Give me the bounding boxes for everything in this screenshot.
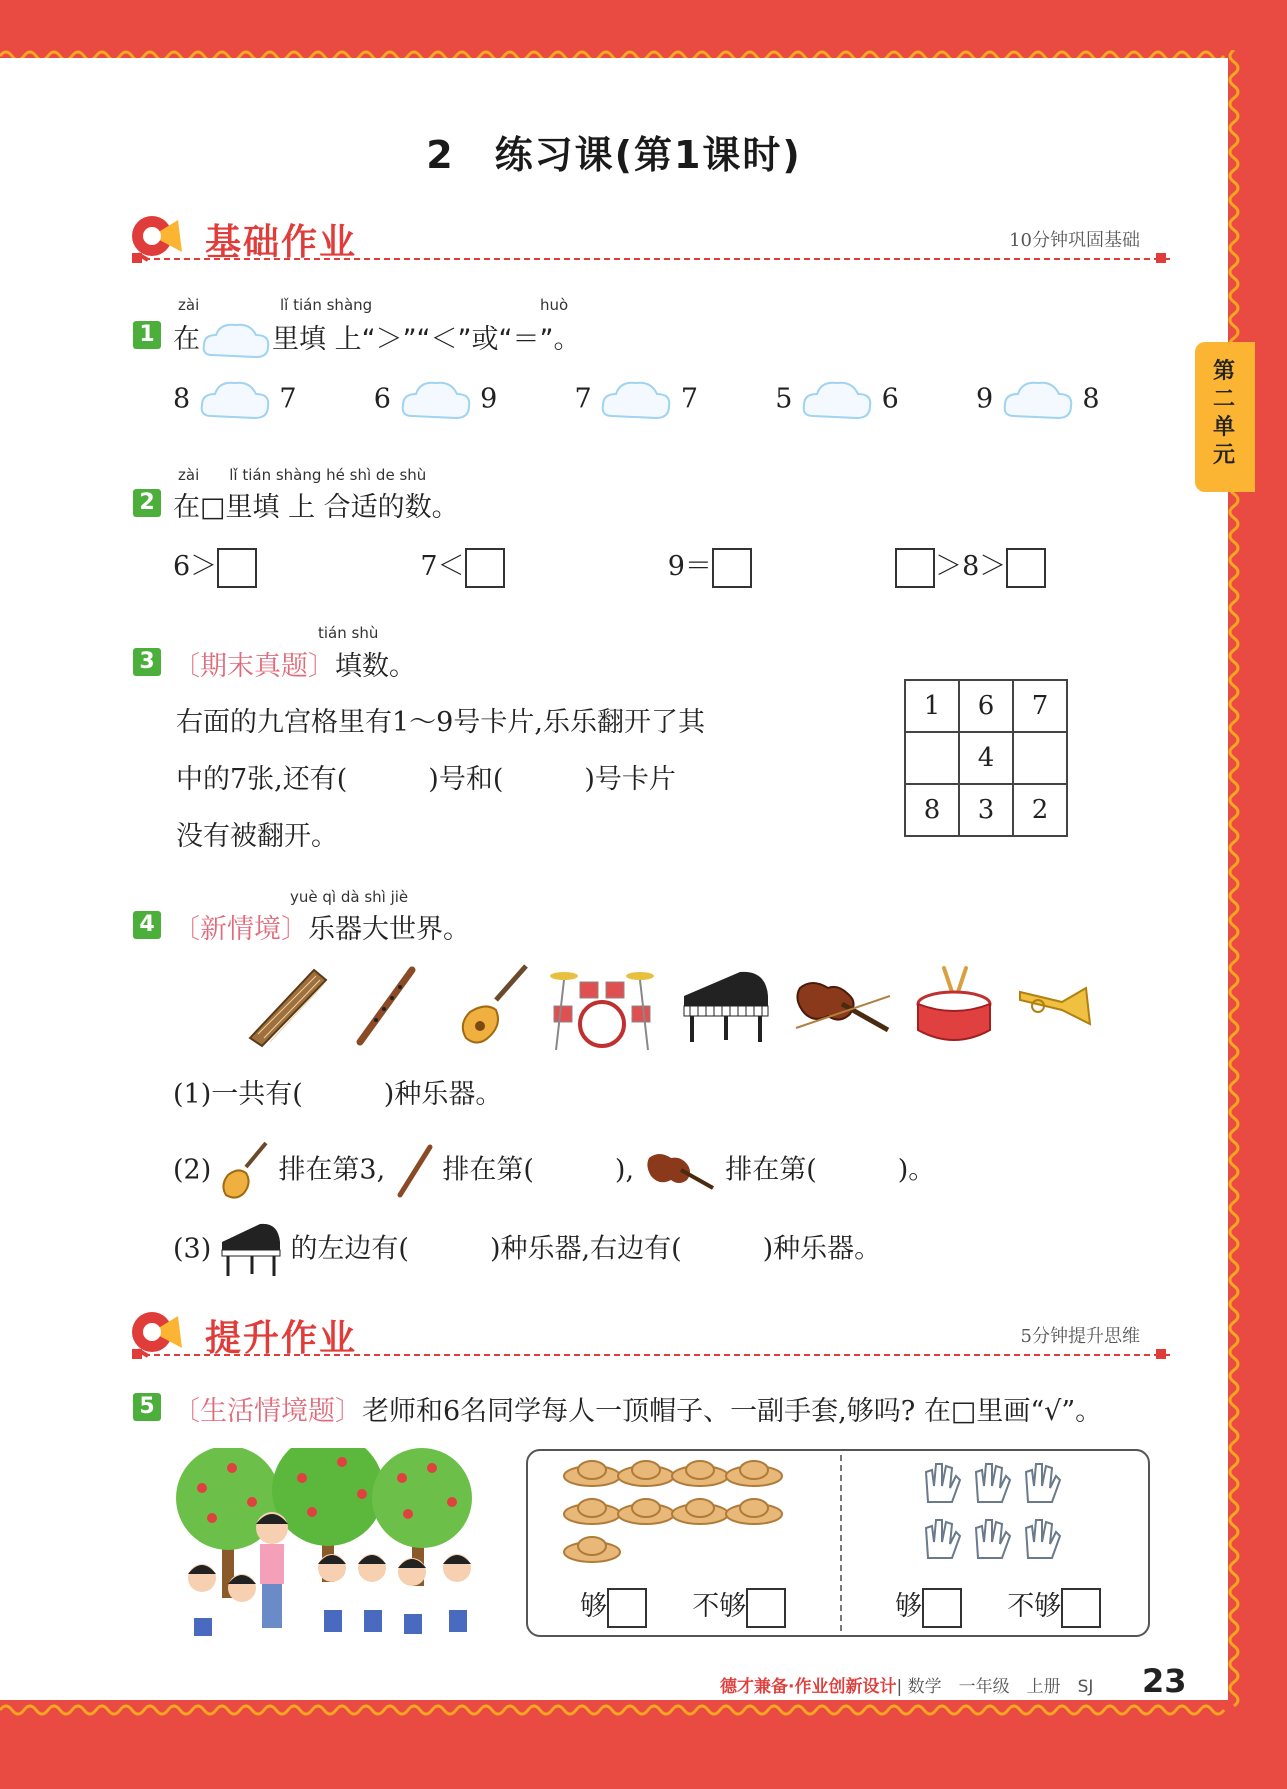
q5-tag: 〔生活情境题〕 [173, 1396, 362, 1427]
q4-tag: 〔新情境〕 [173, 914, 308, 945]
q1-pinyin-zai: zài [178, 296, 200, 314]
hats-group [562, 1458, 792, 1570]
q1-answer-cloud[interactable] [600, 378, 672, 422]
q4-title: 乐器大世界。 [308, 914, 470, 945]
flute-icon [352, 964, 422, 1048]
hat-icon [618, 1461, 674, 1486]
q4-sub-1: (1)一共有( )种乐器。 [173, 1079, 503, 1110]
q4-sub-2 [173, 1141, 935, 1201]
unit-side-tab-label: 第二单元 [1212, 359, 1235, 468]
q1-item-left: 6 [373, 383, 391, 415]
violin-icon [643, 1148, 717, 1194]
q2-answer-box[interactable] [217, 548, 257, 588]
q3-line-1: 右面的九宫格里有1～9号卡片,乐乐翻开了其 [176, 707, 705, 738]
q1-item-left: 7 [574, 383, 592, 415]
glove-icon [1026, 1464, 1060, 1502]
q2-answer-box[interactable] [1006, 548, 1046, 588]
divider-end-left [132, 1349, 142, 1359]
drum-kit-icon [550, 962, 654, 1052]
q1-item-left: 8 [173, 383, 191, 415]
q1-item-right: 8 [1082, 383, 1100, 415]
section-title-advanced: 提升作业 [205, 1318, 358, 1359]
hat-icon [564, 1537, 620, 1562]
q4-sub3-prefix: (3) [173, 1233, 212, 1265]
gloves-enough-checkbox[interactable] [922, 1588, 962, 1628]
trumpet-icon [1016, 978, 1094, 1038]
q2-instruction: 在□里填 上 合适的数。 [173, 492, 459, 523]
q1-item-right: 9 [480, 383, 498, 415]
drum-icon [914, 964, 994, 1052]
q1-item-right: 7 [680, 383, 699, 415]
grid-cell: 6 [959, 680, 1013, 732]
guzheng-icon [244, 964, 332, 1048]
piano-icon [220, 1220, 282, 1280]
q4-sub2-part-c: 排在第( ), [442, 1154, 635, 1186]
section-divider [134, 258, 1170, 260]
q1-item-right: 7 [279, 383, 297, 415]
section-note-basic: 10分钟巩固基础 [1009, 230, 1140, 251]
violin-icon [792, 974, 894, 1040]
question-number-2: 2 [133, 489, 161, 517]
cloud-blank-icon [200, 319, 272, 363]
q4-sub-3 [173, 1220, 881, 1280]
question-number-1: 1 [133, 321, 161, 349]
hat-icon [672, 1461, 728, 1486]
grid-cell: 1 [905, 680, 959, 732]
q4-heading [173, 907, 470, 946]
glove-icon [926, 1464, 960, 1502]
question-number-4: 4 [133, 911, 161, 939]
page-number: 23 [1142, 1662, 1187, 1700]
q2-item-expr: 7＜ [420, 551, 465, 582]
section-header-advanced [128, 1306, 1170, 1366]
q2-answer-box[interactable] [712, 548, 752, 588]
q1-text-a: 在 [173, 324, 200, 355]
glove-icon [976, 1464, 1010, 1502]
q2-item-expr: ＞8＞ [935, 551, 1007, 582]
grid-cell: 3 [959, 784, 1013, 836]
glove-icon [926, 1520, 960, 1558]
q3-tag: 〔期末真题〕 [173, 651, 335, 682]
bottom-wave-border [0, 1700, 1287, 1720]
grid-cell: 7 [1013, 680, 1067, 732]
hat-icon [726, 1499, 782, 1524]
section-divider [134, 1354, 1170, 1356]
q1-item-left: 5 [775, 383, 793, 415]
glove-icon [1026, 1520, 1060, 1558]
q4-sub2-part-b: 排在第3, [278, 1154, 386, 1186]
piano-icon [680, 966, 772, 1046]
grid-cell: 4 [959, 732, 1013, 784]
panel-divider [840, 1455, 842, 1631]
q2-item-expr: 9＝ [667, 551, 712, 582]
q1-answer-cloud[interactable] [199, 378, 271, 422]
hats-enough-option [580, 1584, 786, 1628]
right-wave-border [1222, 50, 1246, 1710]
q4-sub3-part-b: 的左边有( )种乐器,右边有( )种乐器。 [290, 1233, 882, 1265]
q2-items-row [173, 544, 1046, 588]
divider-end-left [132, 253, 142, 263]
not-enough-label: 不够 [1007, 1591, 1062, 1622]
gloves-enough-option [895, 1584, 1101, 1628]
q1-answer-cloud[interactable] [400, 378, 472, 422]
q3-heading [173, 644, 416, 683]
gloves-not-enough-checkbox[interactable] [1061, 1588, 1101, 1628]
grid-cell [1013, 732, 1067, 784]
guitar-icon [220, 1141, 270, 1201]
question-number-5: 5 [133, 1393, 161, 1421]
section-note-advanced: 5分钟提升思维 [1020, 1326, 1140, 1347]
enough-label: 够 [580, 1591, 607, 1622]
q4-sub2-prefix: (2) [173, 1154, 212, 1186]
q5-text: 老师和6名同学每人一顶帽子、一副手套,够吗? 在□里画“√”。 [362, 1396, 1103, 1427]
hat-icon [564, 1461, 620, 1486]
q1-text-b: 里填 上“＞”“＜”或“＝”。 [272, 324, 581, 355]
unit-side-tab [1195, 342, 1255, 492]
grid-cell: 8 [905, 784, 959, 836]
q3-line-2: 中的7张,还有( )号和( )号卡片 [176, 764, 676, 795]
divider-end-right [1156, 253, 1166, 263]
q3-pinyin: tián shù [318, 624, 379, 642]
section-header-basic [128, 210, 1170, 270]
q2-answer-box[interactable] [895, 548, 935, 588]
q3-title: 填数。 [335, 651, 416, 682]
q5-heading [173, 1389, 1102, 1428]
flute-icon [394, 1143, 434, 1199]
question-number-3: 3 [133, 648, 161, 676]
q2-pinyin: zài lǐ tián shàng hé shì de shù [178, 466, 427, 484]
nine-grid [904, 679, 1068, 837]
q3-line-3: 没有被翻开。 [176, 821, 338, 852]
not-enough-label: 不够 [692, 1591, 747, 1622]
guitar-icon [456, 962, 532, 1048]
section-title-basic: 基础作业 [205, 222, 358, 263]
hat-icon [672, 1499, 728, 1524]
q2-item-expr: 6＞ [173, 551, 218, 582]
footer-subject: | 数学 一年级 上册 SJ [896, 1677, 1094, 1697]
grid-cell [905, 732, 959, 784]
grid-cell: 2 [1013, 784, 1067, 836]
q2-answer-box[interactable] [465, 548, 505, 588]
q1-answer-cloud[interactable] [801, 378, 873, 422]
glove-icon [976, 1520, 1010, 1558]
gloves-group [920, 1458, 1080, 1570]
q1-pinyin-huo: huò [540, 296, 569, 314]
q1-item-left: 9 [976, 383, 994, 415]
q1-items-row [173, 378, 1100, 422]
hat-icon [564, 1499, 620, 1524]
hats-not-enough-checkbox[interactable] [746, 1588, 786, 1628]
q1-instruction [173, 317, 581, 363]
teacher-students-illustration [172, 1448, 492, 1638]
footer-brand: 德才兼备·作业创新设计 [720, 1677, 897, 1697]
page-title: 2 练习课(第1课时) [426, 133, 802, 177]
q1-answer-cloud[interactable] [1002, 378, 1074, 422]
divider-end-right [1156, 1349, 1166, 1359]
q4-sub2-part-d: 排在第( )。 [725, 1154, 936, 1186]
hat-icon [618, 1499, 674, 1524]
page-footer [720, 1672, 1093, 1697]
hat-icon [726, 1461, 782, 1486]
q4-pinyin: yuè qì dà shì jiè [290, 888, 409, 906]
enough-label: 够 [895, 1591, 922, 1622]
q1-pinyin-tianshang: lǐ tián shàng [280, 296, 373, 314]
hats-enough-checkbox[interactable] [607, 1588, 647, 1628]
q1-item-right: 6 [881, 383, 899, 415]
